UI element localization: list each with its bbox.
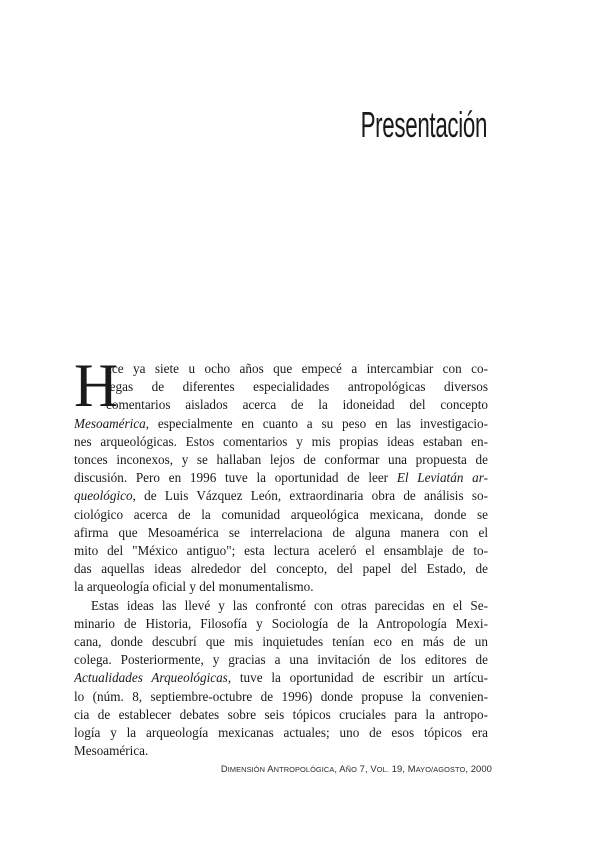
italic-title: queológico: [74, 488, 133, 504]
text-line: minario de Historia, Filosofía y Sociología de la Antropología Mexi-: [74, 615, 488, 631]
drop-cap: H: [74, 353, 119, 420]
page-title: Presentación: [360, 104, 487, 146]
text-line: la arqueología oficial y del monumentalismo.: [74, 579, 314, 595]
paragraph-1: [74, 353, 488, 597]
text-line: ciológico acerca de la comunidad arqueológica mexicana, donde se: [74, 506, 488, 522]
text-line: colega. Posteriormente, y gracias a una invitación de los editores de: [74, 652, 488, 668]
footer-period: MAYO/AGOSTO: [407, 763, 466, 774]
text-line: Mesoamérica, especialmente en cuanto a su peso en las investigacio-: [74, 415, 488, 431]
footer-volume: VOL. 19: [370, 763, 403, 774]
text-line: ace ya siete u ocho años que empecé a intercambiar con co-: [106, 361, 488, 376]
text-line: queológico, de Luis Vázquez León, extraordinaria obra de análisis so-: [74, 488, 488, 504]
text-line: discusión. Pero en 1996 tuve la oportunidad de leer El Leviatán ar-: [74, 470, 488, 486]
text-line: afirma que Mesoamérica se interrelaciona de alguna manera con el: [74, 524, 488, 540]
text-line: comentarios aislados acerca de la idoneidad del concepto: [106, 397, 488, 413]
text-line: cana, donde descubrí que mis inquietudes tenían eco en más de un: [74, 634, 488, 650]
text-line: Estas ideas las llevé y las confronté con otras parecidas en el Se-: [91, 597, 488, 613]
footer-journal: DIMENSIÓN ANTROPOLÓGICA: [220, 763, 335, 774]
text-line: legas de diferentes especialidades antropológicas diversos: [106, 379, 488, 395]
text-line: tonces inconexos, y se hallaban lejos de conformar una propuesta de: [74, 452, 488, 468]
text-line: cia de establecer debates sobre seis tópicos cruciales para la antropo-: [74, 706, 488, 722]
text-line: logía y la arqueología mexicanas actuales; uno de esos tópicos era: [74, 725, 488, 741]
text-line: nes arqueológicas. Estos comentarios y mis propias ideas estaban en-: [74, 433, 488, 449]
running-footer: DIMENSIÓN ANTROPOLÓGICA, AÑO 7, VOL. 19, MAYO/AGOSTO, 2000: [220, 763, 492, 774]
text-line: lo (núm. 8, septiembre-octubre de 1996) donde propuse la convenien-: [74, 688, 488, 704]
text-line: das aquellas ideas alrededor del concepto, del papel del Estado, de: [74, 561, 488, 577]
footer-year: AÑO 7: [339, 763, 365, 774]
italic-title: Actualidades Arqueológicas: [74, 670, 228, 686]
text-line: mito del "México antiguo"; esta lectura aceleró el ensamblaje de to-: [74, 543, 488, 559]
article-body: [74, 353, 488, 760]
text-line: Actualidades Arqueológicas, tuve la oportunidad de escribir un artícu-: [74, 670, 488, 686]
text-line: Mesoamérica.: [74, 743, 149, 759]
footer-date: 2000: [470, 763, 492, 774]
paragraph-2: [74, 597, 488, 761]
italic-title: El Leviatán ar-: [396, 470, 488, 486]
italic-title: Mesoamérica: [74, 415, 146, 431]
